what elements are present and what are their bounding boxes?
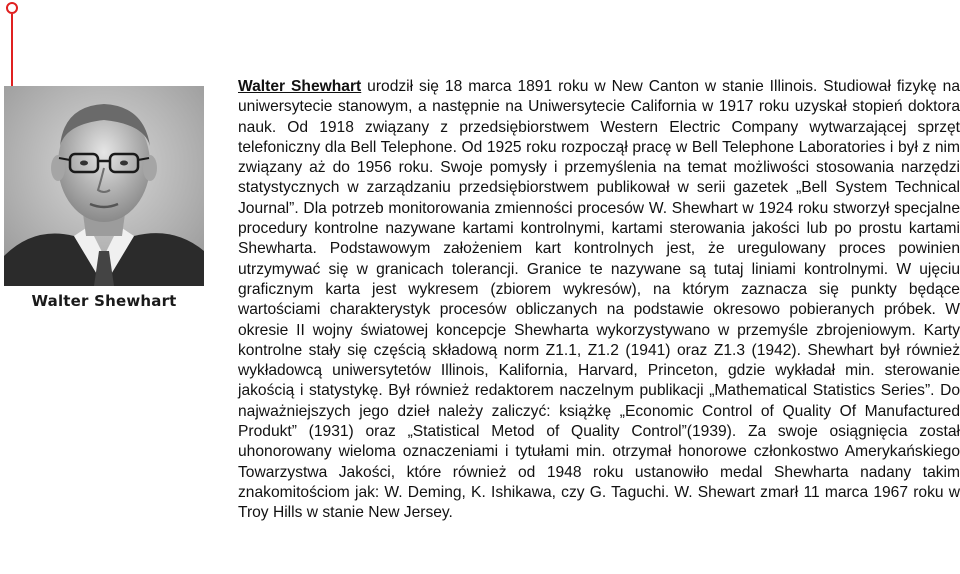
portrait-photo <box>4 86 204 318</box>
pin-marker <box>6 2 18 14</box>
portrait-caption: Walter Shewhart <box>31 292 177 310</box>
biography-paragraph <box>238 77 960 524</box>
biography-text: urodził się 18 marca 1891 roku w New Canton w stanie Illinois. Studiował fizykę na uniwersytecie stanowym, a następnie na Uniwersytecie California w 1917 roku uzyskał stopień doktora nauk. Od 1918 związany z przedsiębiorstwem Western Electric Company wytwarzającej sprzęt telefoniczny dla Bell Telephone. Od 1925 roku rozpoczął pracę w Bell Telephone Laboratories i był z nim związany aż do 1956 roku. Swoje pomysły i przemyślenia na temat możliwości stosowania narzędzi statystycznych w zarządzaniu przedsiębiorstwem publikował w serii gazetek „Bell System Technical Journal”. Dla potrzeb monitorowania zmienności procesów W. Shewhart w 1924 roku stworzył specjalne procedury kontrolne nazywane kartami kontrolnymi, kartami sterowania jakości lub po prostu kartami Shewharta. Podstawowym założeniem kart kontrolnych jest, że uregulowany proces powinien utrzymywać się w granicach tolerancji. Granice te nazywane są tutaj liniami kontrolnymi. W ujęciu graficznym karta jest wykresem (zbiorem wykresów), na którym zaznacza się punkty będące wartościami charakterystyk procesów obliczanych na podstawie okresowo pobieranych próbek. W okresie II wojny światowej koncepcje Shewharta wykorzystywano w przemyśle zbrojeniowym. Karty kontrolne stały się częścią składową norm Z1.1, Z1.2 (1941) oraz Z1.3 (1942). Shewhart był również wykładowcą uniwersytetów Illinois, Kalifornia, Harvard, Princeton, gdzie wykładał min. sterowanie jakością i statystykę. Był również redaktorem naczelnym publikacji „Mathematical Statistics Series”. Do najważniejszych jego dzieł należy zaliczyć: książkę „Economic Control of Quality Of Manufactured Produkt” (1931) oraz „Statistical Metod of Quality Control”(1939). Za swoje osiągnięcia został uhonorowany wieloma oznaczeniami i tytułami min. otrzymał honorowe członkostwo Amerykańskiego Towarzystwa Jakości, które również od 1948 roku ustanowiło medal Shewharta nadany takim znakomitościom jak: W. Deming, K. Ishikawa, czy G. Taguchi. W. Shewart zmarł 11 marca 1967 roku w Troy Hills w stanie New Jersey. <box>238 78 960 522</box>
portrait-illustration <box>4 86 204 286</box>
subject-name: Walter Shewhart <box>238 78 362 95</box>
